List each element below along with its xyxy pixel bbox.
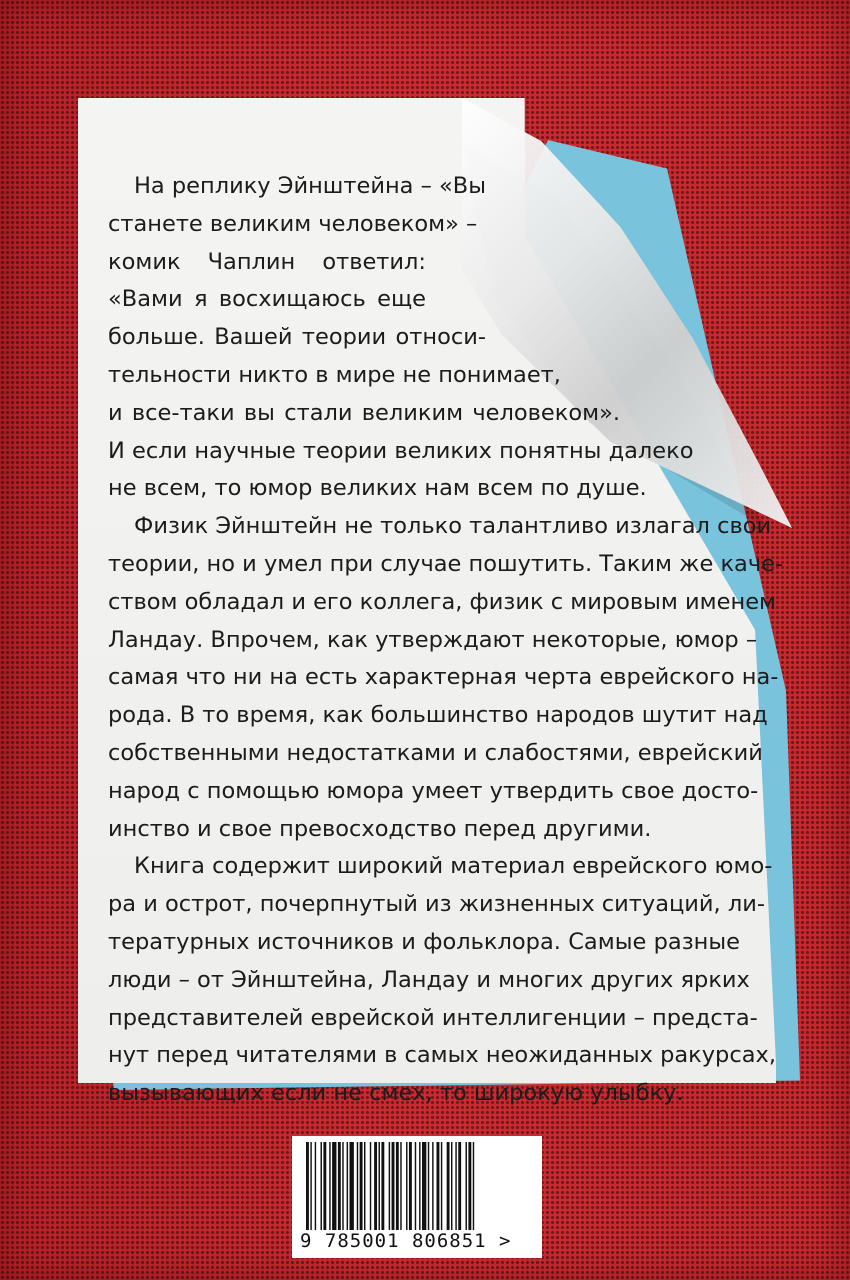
blurb-line: И если научные теории великих понятны далеко xyxy=(108,437,694,464)
blurb-line: комик Чаплин ответил: xyxy=(108,248,426,275)
blurb-line: тературных источников и фольклора. Самые разные xyxy=(108,928,740,955)
barcode-bar xyxy=(409,1142,412,1230)
barcode-bar xyxy=(357,1142,358,1230)
barcode-bar xyxy=(432,1142,433,1230)
barcode-bar xyxy=(347,1142,348,1230)
barcode-bar xyxy=(415,1142,416,1230)
barcode-bar xyxy=(447,1142,450,1230)
barcode-bar xyxy=(396,1142,399,1230)
blurb-line: вызывающих если не смех, то широкую улыбку. xyxy=(108,1080,684,1107)
barcode-bar xyxy=(392,1142,395,1230)
barcode-bar xyxy=(338,1142,341,1230)
blurb-line: больше. Вашей теории относи- xyxy=(108,324,486,351)
barcode-bar xyxy=(364,1142,365,1230)
barcode-bar xyxy=(389,1142,390,1230)
barcode-bar xyxy=(441,1142,442,1230)
blurb-line: инство и свое превосходство перед другими. xyxy=(108,815,652,842)
barcode-bar xyxy=(306,1142,309,1230)
blurb-text xyxy=(108,168,784,1113)
barcode-bar xyxy=(315,1142,316,1230)
barcode-bar xyxy=(323,1142,326,1230)
barcode-bar xyxy=(350,1142,354,1230)
barcode-bar xyxy=(310,1142,311,1230)
blurb-line: ством обладал и его коллега, физик с мировым именем xyxy=(108,588,777,615)
barcode-digits: 9 785001 806851 > xyxy=(300,1230,512,1252)
blurb-line: На реплику Эйнштейна – «Вы xyxy=(134,173,486,199)
barcode-bar xyxy=(428,1142,429,1230)
barcode-bar xyxy=(458,1142,461,1230)
barcode-bar xyxy=(332,1142,336,1230)
blurb-line: тельности никто в мире не понимает, xyxy=(108,361,561,388)
barcode-bar xyxy=(374,1142,377,1230)
isbn-barcode xyxy=(292,1136,542,1258)
barcode-bar xyxy=(370,1142,371,1230)
barcode-bar xyxy=(321,1142,322,1230)
barcode-bar xyxy=(342,1142,343,1230)
barcode-bar xyxy=(466,1142,467,1230)
barcode-bar xyxy=(422,1142,426,1230)
blurb-line: представителей еврейской интеллигенции – предста- xyxy=(108,1004,758,1031)
barcode-bars xyxy=(306,1142,528,1230)
barcode-bar xyxy=(455,1142,456,1230)
blurb-line: люди – от Эйнштейна, Ландау и многих других ярких xyxy=(108,966,750,993)
barcode-bar xyxy=(400,1142,401,1230)
blurb-line: не всем, то юмор великих нам всем по душе. xyxy=(108,475,647,502)
barcode-bar xyxy=(437,1142,440,1230)
barcode-bar xyxy=(360,1142,363,1230)
barcode-bar xyxy=(419,1142,420,1230)
blurb-line: Книга содержит широкий материал еврейского юмо- xyxy=(134,853,773,880)
blurb-line: рода. В то время, как большинство народов шутит над xyxy=(108,702,768,729)
blurb-line: народ с помощью юмора умеет утвердить свое досто- xyxy=(108,777,759,804)
blurb-line: станете великим человеком» – xyxy=(108,210,478,237)
blurb-line: «Вами я восхищаюсь еще xyxy=(108,286,426,313)
blurb-line: теории, но и умел при случае пошутить. Таким же каче- xyxy=(108,550,784,577)
barcode-bar xyxy=(379,1142,380,1230)
blurb-line: собственными недостатками и слабостями, еврейский xyxy=(108,739,763,766)
blurb-line: самая что ни на есть характерная черта еврейского на- xyxy=(108,664,779,691)
blurb-line: и все-таки вы стали великим человеком». xyxy=(108,399,620,426)
barcode-bar xyxy=(473,1142,474,1230)
barcode-bar xyxy=(468,1142,471,1230)
barcode-bar xyxy=(451,1142,452,1230)
blurb-line: нут перед читателями в самых неожиданных ракурсах, xyxy=(108,1042,776,1069)
blurb-line: ра и острот, почерпнутый из жизненных ситуаций, ли- xyxy=(108,891,765,918)
blurb-line: Физик Эйнштейн не только талантливо излагал свои xyxy=(134,513,772,540)
barcode-bar xyxy=(381,1142,384,1230)
blurb-line: Ландау. Впрочем, как утверждают некоторые, юмор – xyxy=(108,626,758,653)
barcode-bar xyxy=(406,1142,407,1230)
barcode-bar xyxy=(329,1142,330,1230)
